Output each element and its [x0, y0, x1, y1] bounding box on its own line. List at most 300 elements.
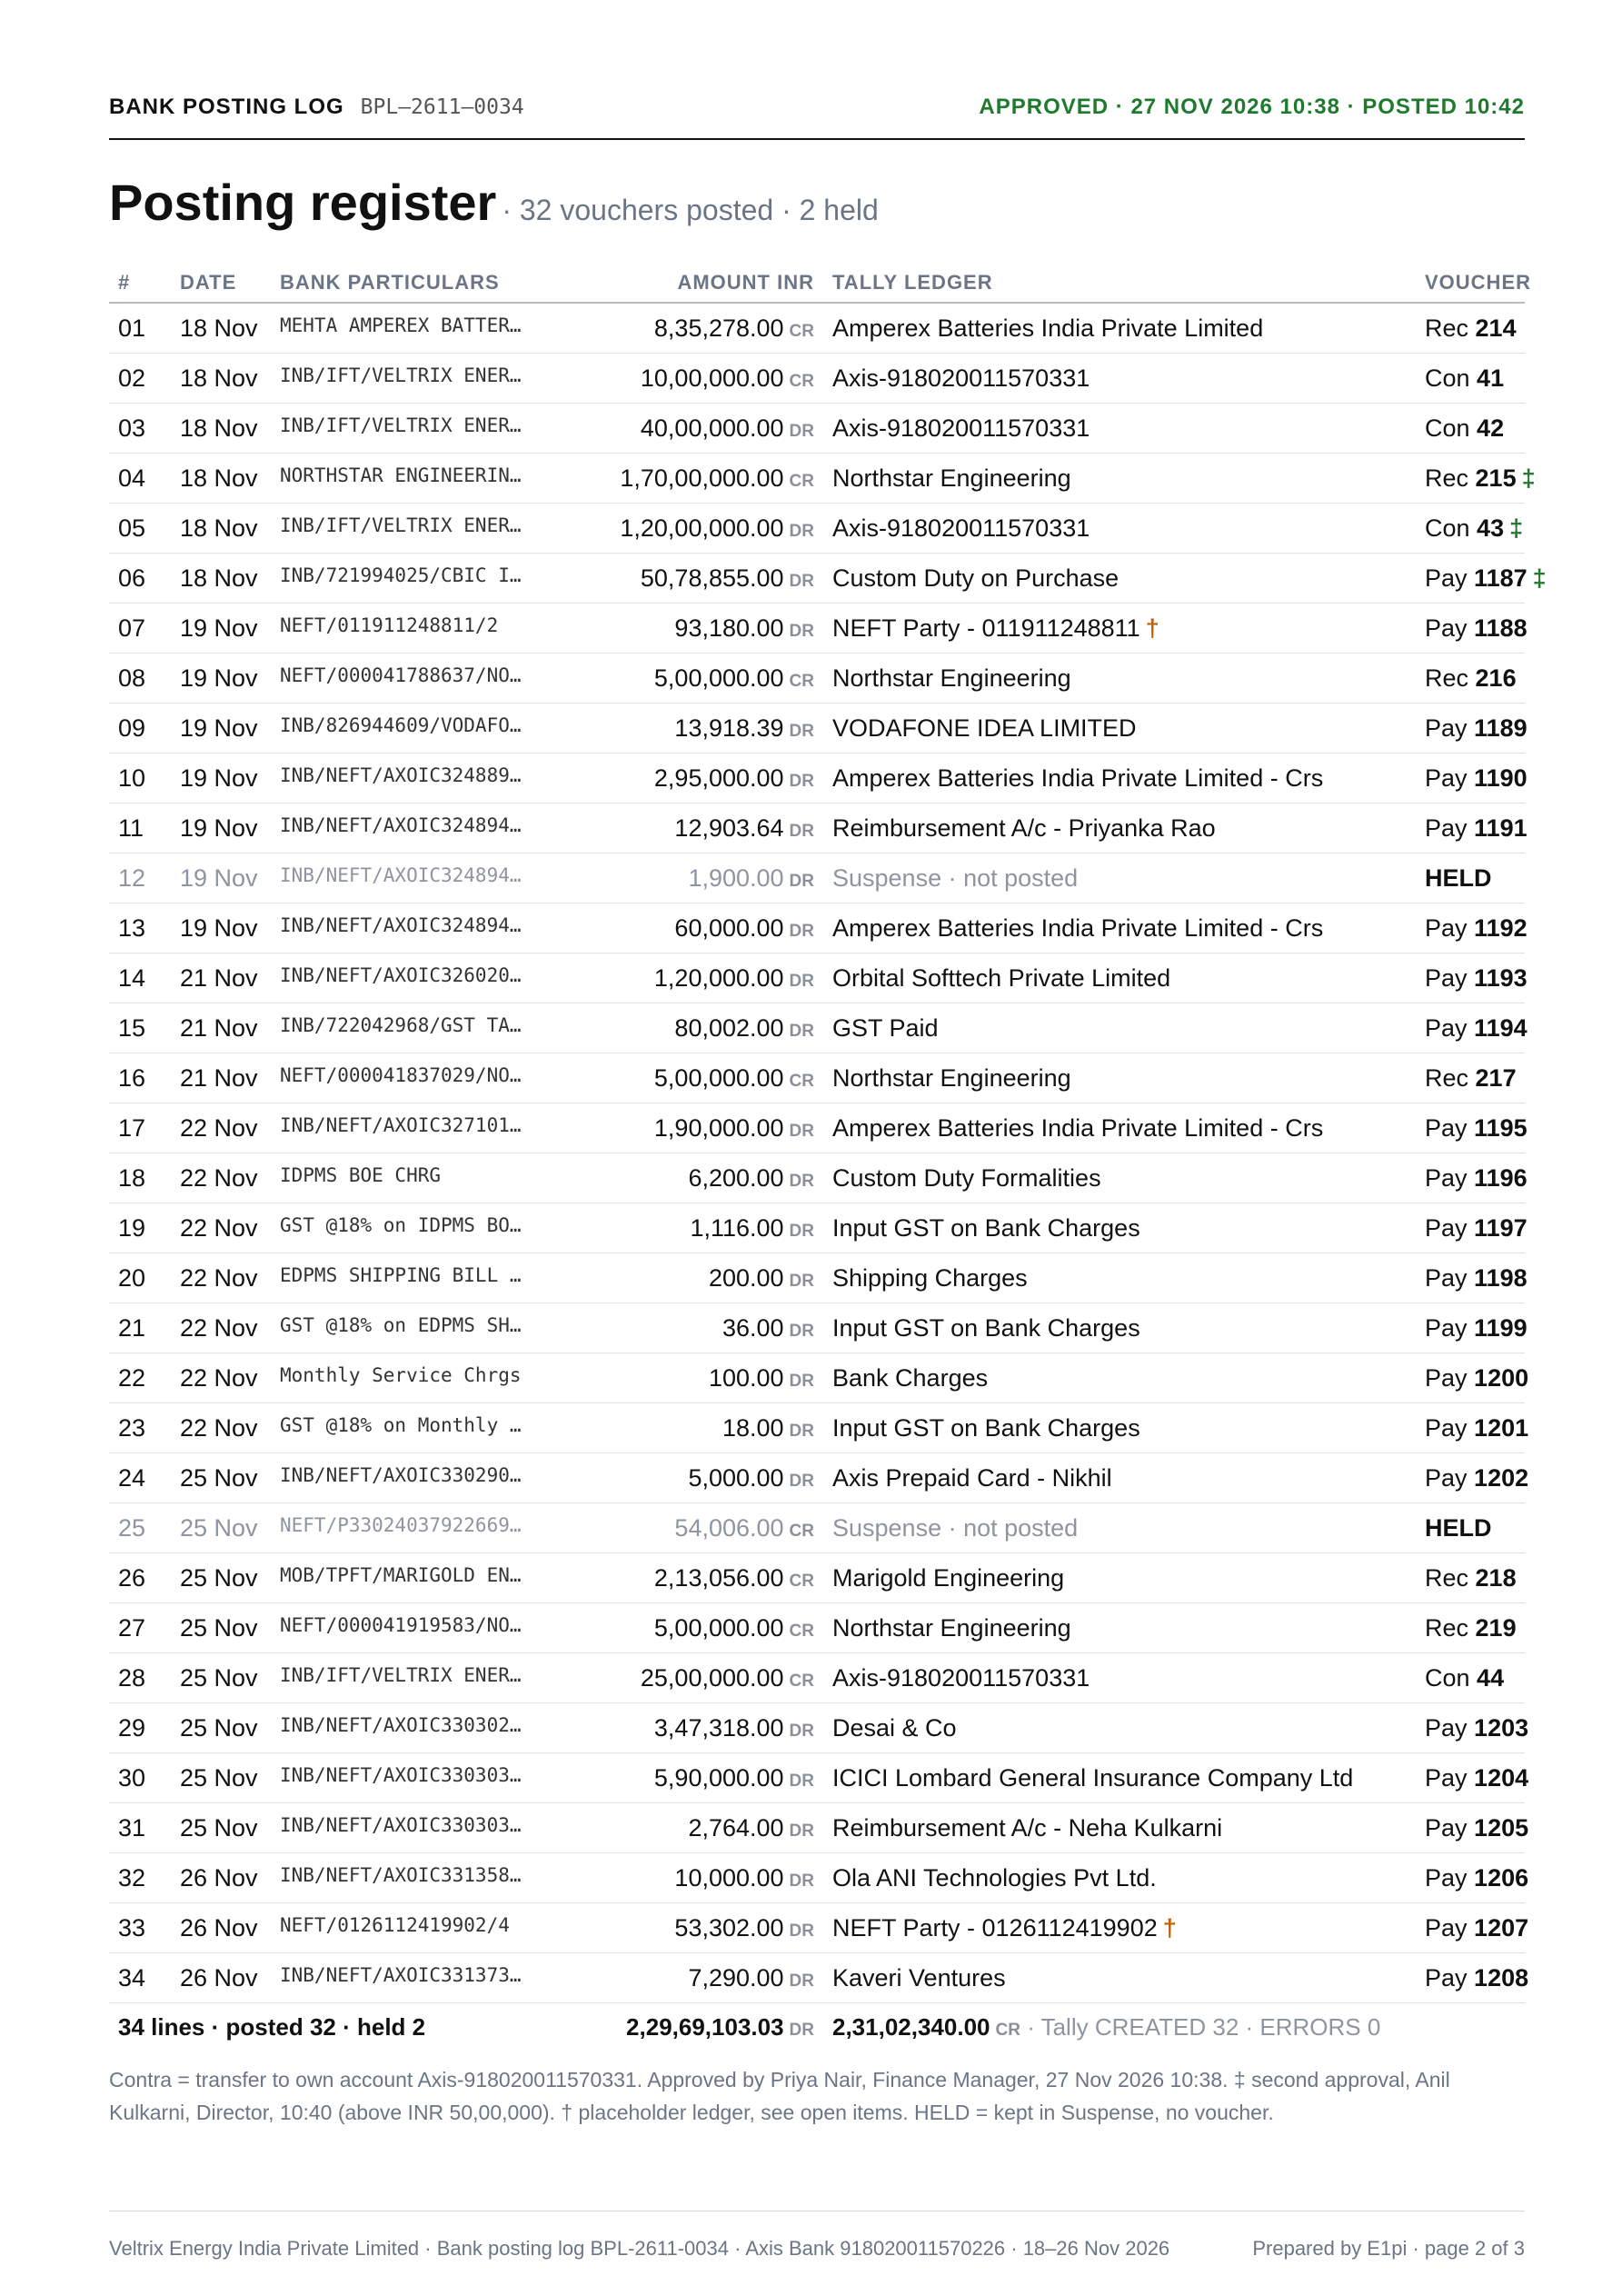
- row-ledger: [832, 1103, 1425, 1153]
- row-ledger: [832, 654, 1425, 704]
- ledger-name: Suspense · not posted: [832, 1513, 1079, 1542]
- row-amount: [585, 1453, 832, 1503]
- row-ledger: [832, 1603, 1425, 1653]
- row-ledger: [832, 604, 1425, 654]
- row-voucher: [1425, 504, 1525, 554]
- row-particulars: INB/IFT/VELTRIX ENER…: [280, 504, 585, 554]
- page-header: [109, 91, 1525, 140]
- voucher-number: 41: [1477, 364, 1505, 392]
- table-row: [109, 953, 1525, 1003]
- voucher-number: 1205: [1474, 1813, 1529, 1842]
- row-voucher: [1425, 1003, 1525, 1053]
- row-ledger: [832, 1303, 1425, 1353]
- ledger-name: Amperex Batteries India Private Limited - Crs: [832, 1113, 1324, 1142]
- amount-value: 3,47,318.00: [653, 1713, 784, 1742]
- row-voucher: [1425, 1603, 1525, 1653]
- dr-cr-label: CR: [789, 1621, 814, 1641]
- amount-value: 53,302.00: [674, 1913, 784, 1942]
- ledger-name: Amperex Batteries India Private Limited - Crs: [832, 764, 1324, 792]
- table-row: [109, 1253, 1525, 1303]
- voucher-type: Pay: [1425, 564, 1468, 592]
- row-date: 22 Nov: [180, 1103, 280, 1153]
- amount-value: 12,903.64: [674, 814, 784, 842]
- row-amount: [585, 903, 832, 953]
- totals-cr-label: CR: [995, 2020, 1020, 2040]
- voucher-number: 1200: [1474, 1363, 1529, 1392]
- row-voucher: [1425, 1153, 1525, 1203]
- row-ledger: [832, 1203, 1425, 1253]
- ledger-name: Axis-918020011570331: [832, 364, 1090, 392]
- dr-cr-label: DR: [789, 1171, 814, 1191]
- ledger-name: Northstar Engineering: [832, 464, 1071, 492]
- row-number: 04: [109, 454, 180, 504]
- voucher-type: Con: [1425, 414, 1470, 442]
- dr-cr-label: DR: [789, 1021, 814, 1041]
- voucher-type: Rec: [1425, 464, 1469, 492]
- table-row: [109, 1553, 1525, 1603]
- row-number: 21: [109, 1303, 180, 1353]
- table-row: [109, 604, 1525, 654]
- row-particulars: GST @18% on Monthly …: [280, 1403, 585, 1453]
- row-number: 06: [109, 554, 180, 604]
- table-row: [109, 854, 1525, 903]
- row-voucher: [1425, 354, 1525, 404]
- row-voucher: [1425, 1953, 1529, 2003]
- voucher-type: Rec: [1425, 314, 1469, 342]
- table-row: [109, 1803, 1525, 1853]
- ledger-name: Axis-918020011570331: [832, 414, 1090, 442]
- row-voucher: [1425, 903, 1525, 953]
- table-row: [109, 1603, 1525, 1653]
- dr-cr-label: DR: [789, 521, 814, 541]
- row-amount: [585, 1703, 832, 1753]
- row-particulars: NORTHSTAR ENGINEERIN…: [280, 454, 585, 504]
- voucher-type: Pay: [1425, 1013, 1468, 1042]
- row-date: 18 Nov: [180, 303, 280, 354]
- row-voucher: [1425, 1203, 1525, 1253]
- voucher-number: 1193: [1474, 963, 1527, 992]
- table-row: [109, 303, 1525, 354]
- row-date: 22 Nov: [180, 1203, 280, 1253]
- ledger-name: ICICI Lombard General Insurance Company Ltd: [832, 1763, 1354, 1792]
- ledger-name: VODAFONE IDEA LIMITED: [832, 714, 1137, 742]
- row-date: 25 Nov: [180, 1753, 280, 1803]
- amount-value: 50,78,855.00: [640, 564, 784, 592]
- row-amount: [585, 1053, 832, 1103]
- row-number: 33: [109, 1903, 180, 1953]
- totals-row: [109, 2003, 1525, 2051]
- row-amount: [585, 1353, 832, 1403]
- amount-value: 80,002.00: [674, 1013, 784, 1042]
- ledger-name: Amperex Batteries India Private Limited: [832, 314, 1264, 342]
- amount-value: 1,116.00: [690, 1213, 784, 1242]
- row-ledger: [832, 1353, 1425, 1403]
- dr-cr-label: DR: [789, 921, 814, 941]
- row-ledger: [832, 903, 1425, 953]
- table-row: [109, 504, 1525, 554]
- totals-note: · Tally CREATED 32 · ERRORS 0: [1027, 2012, 1381, 2041]
- row-number: 25: [109, 1503, 180, 1553]
- voucher-number: 1191: [1474, 814, 1527, 842]
- row-date: 19 Nov: [180, 604, 280, 654]
- row-ledger: [832, 953, 1425, 1003]
- row-amount: [585, 854, 832, 903]
- row-particulars: GST @18% on EDPMS SH…: [280, 1303, 585, 1353]
- row-particulars: INB/IFT/VELTRIX ENER…: [280, 1653, 585, 1703]
- voucher-number: 1197: [1474, 1213, 1527, 1242]
- ledger-name: Axis-918020011570331: [832, 1663, 1090, 1692]
- ledger-name: Reimbursement A/c - Priyanka Rao: [832, 814, 1216, 842]
- voucher-number: 1207: [1474, 1913, 1529, 1942]
- row-amount: [585, 1303, 832, 1353]
- voucher-number: 1203: [1474, 1713, 1529, 1742]
- row-date: 22 Nov: [180, 1303, 280, 1353]
- dr-cr-label: CR: [789, 1671, 814, 1691]
- row-voucher: [1425, 1353, 1529, 1403]
- row-voucher: [1425, 1653, 1525, 1703]
- row-amount: [585, 554, 832, 604]
- voucher-type: Rec: [1425, 664, 1469, 692]
- row-particulars: NEFT/000041837029/NO…: [280, 1053, 585, 1103]
- col-header-ledger: TALLY LEDGER: [832, 264, 1425, 303]
- amount-value: 7,290.00: [688, 1963, 784, 1992]
- table-row: [109, 1003, 1525, 1053]
- ledger-name: Shipping Charges: [832, 1263, 1028, 1292]
- ledger-name: Axis Prepaid Card - Nikhil: [832, 1463, 1112, 1492]
- voucher-type: Pay: [1425, 963, 1468, 992]
- dr-cr-label: CR: [789, 671, 814, 691]
- row-ledger: [832, 704, 1425, 754]
- voucher-held: HELD: [1425, 863, 1492, 892]
- dr-cr-label: CR: [789, 371, 814, 391]
- ledger-name: Northstar Engineering: [832, 1613, 1071, 1642]
- table-row: [109, 903, 1525, 953]
- dr-cr-label: DR: [789, 571, 814, 591]
- dr-cr-label: CR: [789, 1571, 814, 1591]
- ledger-name: Kaveri Ventures: [832, 1963, 1006, 1992]
- row-particulars: GST @18% on IDPMS BO…: [280, 1203, 585, 1253]
- row-voucher: [1425, 1053, 1525, 1103]
- row-ledger: [832, 1903, 1425, 1953]
- row-number: 17: [109, 1103, 180, 1153]
- dr-cr-label: DR: [789, 1971, 814, 1991]
- row-ledger: [832, 854, 1425, 903]
- row-amount: [585, 1203, 832, 1253]
- row-particulars: INB/NEFT/AXOIC330290…: [280, 1453, 585, 1503]
- table-row: [109, 1153, 1525, 1203]
- second-approval-icon: ‡: [1509, 514, 1524, 542]
- log-title: [109, 95, 524, 120]
- row-amount: [585, 1753, 832, 1803]
- dr-cr-label: DR: [789, 1221, 814, 1241]
- row-ledger: [832, 554, 1425, 604]
- row-amount: [585, 1603, 832, 1653]
- row-amount: [585, 454, 832, 504]
- voucher-number: 217: [1475, 1063, 1517, 1092]
- row-particulars: NEFT/P33024037922669…: [280, 1503, 585, 1553]
- voucher-type: Pay: [1425, 1913, 1468, 1942]
- amount-value: 100.00: [708, 1363, 784, 1392]
- row-amount: [585, 1953, 832, 2003]
- row-amount: [585, 1253, 832, 1303]
- row-particulars: INB/NEFT/AXOIC324894…: [280, 804, 585, 854]
- posting-table: [109, 264, 1547, 2051]
- row-amount: [585, 404, 832, 454]
- voucher-number: 1201: [1474, 1413, 1529, 1442]
- amount-value: 36.00: [721, 1313, 784, 1342]
- row-voucher: [1425, 1553, 1525, 1603]
- register-title: Posting register: [109, 174, 497, 231]
- amount-value: 5,000.00: [688, 1463, 784, 1492]
- row-voucher: [1425, 303, 1525, 354]
- row-particulars: MEHTA AMPEREX BATTER…: [280, 303, 585, 354]
- row-date: 25 Nov: [180, 1653, 280, 1703]
- row-number: 10: [109, 754, 180, 804]
- voucher-type: Pay: [1425, 1263, 1468, 1292]
- row-date: 19 Nov: [180, 854, 280, 903]
- row-date: 18 Nov: [180, 504, 280, 554]
- table-row: [109, 1203, 1525, 1253]
- row-particulars: INB/NEFT/AXOIC324889…: [280, 754, 585, 804]
- table-row: [109, 1403, 1525, 1453]
- row-ledger: [832, 354, 1425, 404]
- row-amount: [585, 1553, 832, 1603]
- dr-cr-label: DR: [789, 1121, 814, 1141]
- row-amount: [585, 604, 832, 654]
- table-row: [109, 704, 1525, 754]
- amount-value: 10,000.00: [674, 1863, 784, 1892]
- amount-value: 2,95,000.00: [653, 764, 784, 792]
- row-number: 23: [109, 1403, 180, 1453]
- row-voucher: [1425, 1453, 1529, 1503]
- dr-cr-label: CR: [789, 471, 814, 491]
- row-particulars: INB/NEFT/AXOIC324894…: [280, 903, 585, 953]
- ledger-name: Reimbursement A/c - Neha Kulkarni: [832, 1813, 1223, 1842]
- row-amount: [585, 754, 832, 804]
- log-name: BANK POSTING LOG: [109, 95, 344, 119]
- row-number: 13: [109, 903, 180, 953]
- row-particulars: NEFT/000041788637/NO…: [280, 654, 585, 704]
- row-date: 21 Nov: [180, 1053, 280, 1103]
- voucher-number: 1192: [1474, 913, 1527, 942]
- amount-value: 13,918.39: [674, 714, 784, 742]
- row-number: 27: [109, 1603, 180, 1653]
- table-row: [109, 1053, 1525, 1103]
- table-row: [109, 404, 1525, 454]
- row-date: 21 Nov: [180, 953, 280, 1003]
- voucher-type: Pay: [1425, 814, 1468, 842]
- row-voucher: [1425, 454, 1536, 504]
- row-amount: [585, 1103, 832, 1153]
- dr-cr-label: DR: [789, 1921, 814, 1941]
- row-ledger: [832, 804, 1425, 854]
- row-number: 11: [109, 804, 180, 854]
- amount-value: 1,20,00,000.00: [620, 514, 784, 542]
- table-row: [109, 654, 1525, 704]
- voucher-type: Pay: [1425, 1113, 1468, 1142]
- row-ledger: [832, 1503, 1425, 1553]
- row-ledger: [832, 1753, 1425, 1803]
- table-row: [109, 1103, 1525, 1153]
- row-date: 22 Nov: [180, 1403, 280, 1453]
- amount-value: 1,70,00,000.00: [620, 464, 784, 492]
- row-ledger: [832, 303, 1425, 354]
- row-particulars: EDPMS SHIPPING BILL …: [280, 1253, 585, 1303]
- row-number: 22: [109, 1353, 180, 1403]
- voucher-type: Rec: [1425, 1563, 1469, 1592]
- amount-value: 5,90,000.00: [653, 1763, 784, 1792]
- row-amount: [585, 303, 832, 354]
- row-voucher: [1425, 1903, 1529, 1953]
- row-number: 01: [109, 303, 180, 354]
- ledger-name: Marigold Engineering: [832, 1563, 1065, 1592]
- voucher-type: Pay: [1425, 1963, 1468, 1992]
- amount-value: 200.00: [708, 1263, 784, 1292]
- amount-value: 54,006.00: [674, 1513, 784, 1542]
- row-date: 26 Nov: [180, 1903, 280, 1953]
- row-voucher: [1425, 604, 1525, 654]
- row-amount: [585, 354, 832, 404]
- row-particulars: Monthly Service Chrgs: [280, 1353, 585, 1403]
- voucher-type: Pay: [1425, 1213, 1468, 1242]
- row-date: 18 Nov: [180, 554, 280, 604]
- row-particulars: INB/NEFT/AXOIC327101…: [280, 1103, 585, 1153]
- row-voucher: [1425, 704, 1525, 754]
- voucher-number: 219: [1475, 1613, 1517, 1642]
- dr-cr-label: DR: [789, 1871, 814, 1891]
- ledger-name: Desai & Co: [832, 1713, 957, 1742]
- row-voucher: [1425, 1103, 1525, 1153]
- amount-value: 6,200.00: [688, 1163, 784, 1192]
- row-ledger: [832, 404, 1425, 454]
- row-particulars: INB/NEFT/AXOIC330303…: [280, 1803, 585, 1853]
- footer-right: Prepared by E1pi · page 2 of 3: [1252, 2237, 1525, 2260]
- row-ledger: [832, 504, 1425, 554]
- row-number: 31: [109, 1803, 180, 1853]
- voucher-number: 42: [1477, 414, 1505, 442]
- row-particulars: NEFT/000041919583/NO…: [280, 1603, 585, 1653]
- register-subtitle: · 32 vouchers posted · 2 held: [502, 194, 879, 226]
- table-row: [109, 1853, 1525, 1903]
- row-number: 30: [109, 1753, 180, 1803]
- ledger-name: NEFT Party - 0126112419902: [832, 1913, 1158, 1942]
- row-particulars: INB/NEFT/AXOIC326020…: [280, 953, 585, 1003]
- ledger-name: Northstar Engineering: [832, 664, 1071, 692]
- amount-value: 8,35,278.00: [653, 314, 784, 342]
- amount-value: 2,13,056.00: [653, 1563, 784, 1592]
- col-header-date: DATE: [180, 264, 280, 303]
- voucher-type: Rec: [1425, 1063, 1469, 1092]
- row-voucher: [1425, 404, 1525, 454]
- dr-cr-label: CR: [789, 1521, 814, 1541]
- voucher-type: Pay: [1425, 1813, 1468, 1842]
- table-row: [109, 554, 1525, 604]
- row-ledger: [832, 1553, 1425, 1603]
- voucher-number: 214: [1475, 314, 1517, 342]
- row-ledger: [832, 1003, 1425, 1053]
- row-number: 26: [109, 1553, 180, 1603]
- ledger-name: Orbital Softtech Private Limited: [832, 963, 1171, 992]
- row-ledger: [832, 1653, 1425, 1703]
- table-row: [109, 454, 1525, 504]
- page-footer: [109, 2211, 1525, 2260]
- voucher-type: Pay: [1425, 764, 1468, 792]
- page: [109, 0, 1547, 2296]
- row-amount: [585, 1403, 832, 1453]
- row-date: 19 Nov: [180, 704, 280, 754]
- dr-cr-label: DR: [789, 1821, 814, 1841]
- voucher-number: 1204: [1474, 1763, 1529, 1792]
- row-number: 05: [109, 504, 180, 554]
- amount-value: 1,20,000.00: [653, 963, 784, 992]
- table-row: [109, 1653, 1525, 1703]
- row-voucher: [1425, 953, 1525, 1003]
- row-number: 32: [109, 1853, 180, 1903]
- row-particulars: MOB/TPFT/MARIGOLD EN…: [280, 1553, 585, 1603]
- second-approval-icon: ‡: [1532, 564, 1547, 592]
- row-number: 19: [109, 1203, 180, 1253]
- row-date: 19 Nov: [180, 754, 280, 804]
- voucher-held: HELD: [1425, 1513, 1492, 1542]
- row-ledger: [832, 754, 1425, 804]
- placeholder-dagger-icon: †: [1162, 1913, 1177, 1942]
- approval-status: APPROVED · 27 NOV 2026 10:38 · POSTED 10:42: [979, 95, 1525, 119]
- dr-cr-label: DR: [789, 1421, 814, 1441]
- row-number: 16: [109, 1053, 180, 1103]
- voucher-type: Pay: [1425, 1863, 1468, 1892]
- voucher-type: Pay: [1425, 614, 1468, 642]
- voucher-type: Con: [1425, 364, 1470, 392]
- ledger-name: Suspense · not posted: [832, 863, 1079, 892]
- row-voucher: [1425, 804, 1525, 854]
- table-row: [109, 354, 1525, 404]
- table-header-row: [109, 264, 1525, 303]
- amount-value: 60,000.00: [674, 913, 784, 942]
- row-amount: [585, 704, 832, 754]
- row-ledger: [832, 454, 1425, 504]
- dr-cr-label: DR: [789, 1721, 814, 1741]
- row-particulars: INB/NEFT/AXOIC330302…: [280, 1703, 585, 1753]
- dr-cr-label: DR: [789, 1771, 814, 1791]
- row-voucher: [1425, 1303, 1525, 1353]
- voucher-type: Pay: [1425, 714, 1468, 742]
- row-number: 15: [109, 1003, 180, 1053]
- voucher-type: Pay: [1425, 913, 1468, 942]
- ledger-name: Ola ANI Technologies Pvt Ltd.: [832, 1863, 1157, 1892]
- totals-dr-amount: 2,29,69,103.03: [626, 2012, 784, 2041]
- row-voucher: [1425, 854, 1525, 903]
- row-date: 22 Nov: [180, 1253, 280, 1303]
- row-date: 18 Nov: [180, 354, 280, 404]
- ledger-name: Bank Charges: [832, 1363, 989, 1392]
- dr-cr-label: DR: [789, 821, 814, 841]
- ledger-name: NEFT Party - 011911248811: [832, 614, 1140, 642]
- voucher-type: Pay: [1425, 1713, 1468, 1742]
- amount-value: 18.00: [721, 1413, 784, 1442]
- amount-value: 2,764.00: [688, 1813, 784, 1842]
- row-particulars: INB/722042968/GST TA…: [280, 1003, 585, 1053]
- dr-cr-label: DR: [789, 971, 814, 991]
- voucher-number: 44: [1477, 1663, 1505, 1692]
- footnote: Contra = transfer to own account Axis-918020011570331. Approved by Priya Nair, Finance Manager, 27 Nov 2026 10:38. ‡ second approval, Anil Kulkarni, Director, 10:40 (above INR 50,00,000). † placeholder ledger, see open items. HELD = kept in Suspense, no voucher.: [109, 2068, 1450, 2124]
- voucher-type: Pay: [1425, 1163, 1468, 1192]
- row-particulars: NEFT/0126112419902/4: [280, 1903, 585, 1953]
- amount-value: 93,180.00: [674, 614, 784, 642]
- totals-cr-amount: 2,31,02,340.00: [832, 2012, 990, 2041]
- row-particulars: INB/NEFT/AXOIC331373…: [280, 1953, 585, 2003]
- voucher-type: Rec: [1425, 1613, 1469, 1642]
- log-code: BPL–2611–0034: [360, 95, 524, 119]
